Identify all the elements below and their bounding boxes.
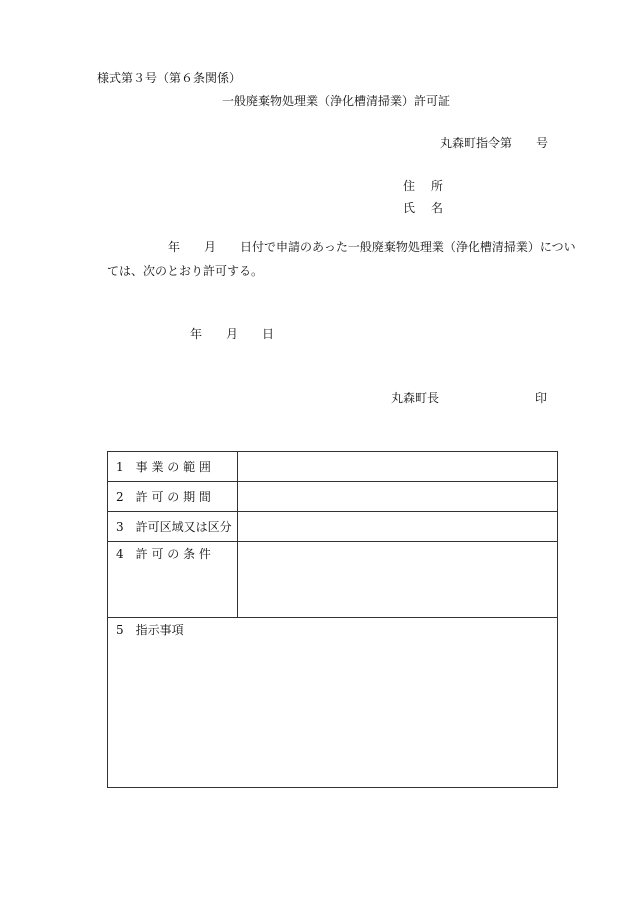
permit-period-label: 2 許 可 の 期 間 [108,482,238,512]
instructions-label: 5 指示事項 [108,618,558,788]
permit-conditions-label: 4 許 可 の 条 件 [108,542,238,618]
business-scope-label: 1 事 業 の 範 囲 [108,452,238,482]
address-label: 住 所 [403,179,446,193]
body-text-line-1: 年 月 日付で申請のあった一般廃棄物処理業（浄化槽清掃業）につい [168,240,576,254]
seal-label: 印 [535,391,548,405]
table-row [108,452,558,482]
document-title: 一般廃棄物処理業（浄化槽清掃業）許可証 [222,94,451,108]
table-row [108,482,558,512]
permit-conditions-value [238,542,558,618]
permit-number: 丸森町指令第 号 [440,136,549,150]
table-row [108,512,558,542]
business-scope-value [238,452,558,482]
name-label: 氏 名 [403,201,446,215]
table-row [108,542,558,618]
permit-area-value [238,512,558,542]
permit-area-label: 3 許可区域又は区分 [108,512,238,542]
permit-period-value [238,482,558,512]
form-number: 様式第３号（第６条関係） [97,71,242,85]
issue-date: 年 月 日 [190,327,275,341]
table-row [108,618,558,788]
mayor-label: 丸森町長 [391,391,440,405]
body-text-line-2: ては、次のとおり許可する。 [107,264,264,278]
permit-conditions-table [107,451,558,788]
